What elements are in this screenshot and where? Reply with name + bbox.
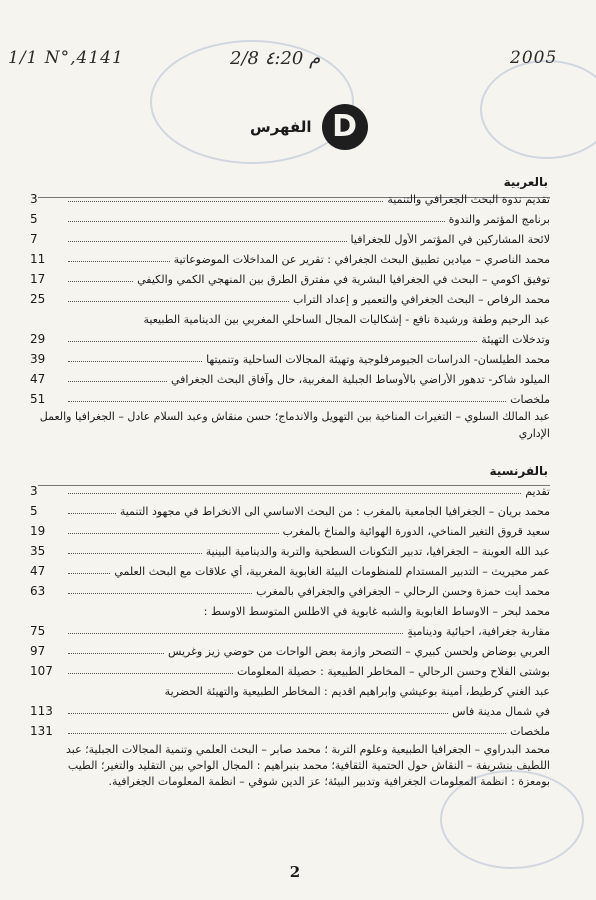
toc-entry-title: الميلود شاكر- تدهور الأراضي بالأوساط الجبلية المغربية، حال وآفاق البحث الجغرافي (170, 373, 550, 386)
toc-page-number: 113 (30, 704, 53, 718)
toc-entry (30, 246, 550, 266)
toc-page-number: 51 (30, 392, 46, 406)
toc-entry (30, 186, 550, 206)
leader-dots (68, 340, 477, 342)
leader-dots (68, 492, 521, 494)
leader-dots (68, 220, 445, 222)
toc-entry-title: تقديم ندوة البحث الجغرافي والتنمية (387, 193, 550, 206)
toc-page-number: 47 (30, 372, 46, 386)
toc-entry-title: ملخصات (510, 393, 550, 406)
toc-entry-continuation (30, 618, 550, 638)
toc-entry (30, 346, 550, 366)
toc-entry (30, 558, 550, 578)
handwritten-date: 2/8 ٤:20 م (230, 48, 321, 69)
leader-dots (68, 200, 383, 202)
toc-page-number: 17 (30, 272, 46, 286)
toc-entry (30, 718, 550, 738)
toc-page-number: 7 (30, 232, 38, 246)
toc-entry (30, 306, 550, 326)
toc-entry (30, 226, 550, 246)
toc-entry-title: وتدخلات التهيئة (481, 333, 550, 346)
leader-dots (68, 532, 279, 534)
toc-page-number: 3 (30, 484, 38, 498)
toc-entry-title: ملخصات (510, 725, 550, 738)
toc-entry-title: محمد الرفاص – البحث الجغرافي والتعمير و إعداد التراب (293, 293, 550, 306)
page-number: 2 (289, 863, 301, 881)
toc-entry-title: محمد الناصري – ميادين تطبيق البحث الجغرافي : تقرير عن المداخلات الموضوعاتية (173, 253, 550, 266)
leader-dots (68, 380, 167, 382)
section-heading-french: بالفرنسية (489, 464, 548, 478)
toc-page-number: 19 (30, 524, 46, 538)
toc-arabic (30, 186, 550, 446)
leader-dots (68, 360, 202, 362)
toc-french (30, 478, 550, 738)
toc-entry (30, 286, 550, 306)
section-heading-arabic: بالعربية (503, 175, 548, 189)
leader-dots (68, 240, 347, 242)
toc-entry (30, 498, 550, 518)
toc-entry-title: عبد الله العوينة – الجغرافيا، تدبير التكونات السطحية والتربة والدينامية البينية (205, 545, 550, 558)
handwritten-year: 2005 (510, 48, 558, 68)
toc-page-number: 11 (30, 252, 46, 266)
leader-dots (68, 260, 170, 262)
toc-entry (30, 578, 550, 598)
toc-entry-title: لائحة المشاركين في المؤتمر الأول للجغرافيا (350, 233, 550, 246)
toc-page-number: 5 (30, 212, 38, 226)
toc-entry (30, 658, 550, 678)
toc-entry (30, 366, 550, 386)
toc-entry-continuation (30, 326, 550, 346)
leader-dots (68, 400, 506, 402)
leader-dots (68, 712, 448, 714)
toc-page-number: 97 (30, 644, 46, 658)
toc-entry (30, 478, 550, 498)
toc-page-number: 25 (30, 292, 46, 306)
toc-entry (30, 598, 550, 618)
toc-entry (30, 638, 550, 658)
toc-page-number: 3 (30, 192, 38, 206)
leader-dots (68, 652, 164, 654)
toc-entry-title: محمد أيت حمزة وحسن الرحالي – الجغرافي والجغرافي بالمغرب (256, 585, 550, 598)
toc-page-number: 63 (30, 584, 46, 598)
leader-dots (68, 300, 289, 302)
toc-entry-title: برنامج المؤتمر والندوة (448, 213, 550, 226)
toc-entry-title: توفيق اكومي – البحث في الجغرافيا البشرية في مفترق الطرق بين المنهجي الكمي والكيفي (137, 273, 550, 286)
toc-entry-title: محمد الطيلسان- الدراسات الجيومرفلوجية وتهيئة المجالات الساحلية وتنميتها (206, 353, 550, 366)
toc-entry-title: محمد بريان – الجغرافيا الجامعية بالمغرب : من البحث الاساسي الى الانخراط في مجهود التنمية (119, 505, 550, 518)
toc-page-number: 39 (30, 352, 46, 366)
toc-entry-title: عبد الغني كرطيط، أمينة بوعيشي وابراهيم اقديم : المخاطر الطبيعية والتهيئة الحضرية (164, 685, 550, 698)
toc-entry (30, 266, 550, 286)
toc-entry-title: تقديم (525, 485, 550, 498)
toc-page-number: 47 (30, 564, 46, 578)
toc-entry-title: عبد الرحيم وطفة ورشيدة نافع - إشكاليات المجال الساحلي المغربي بين الدينامية الطبيعية (143, 313, 550, 326)
toc-entry-title: بوشتى الفلاح وحسن الرحالي – المخاطر الطبيعية : حصيلة المعلومات (236, 665, 550, 678)
leader-dots (68, 632, 403, 634)
leader-dots (68, 592, 252, 594)
toc-entry (30, 206, 550, 226)
toc-page-number: 35 (30, 544, 46, 558)
toc-page-number: 75 (30, 624, 46, 638)
toc-entry (30, 518, 550, 538)
toc-entry (30, 386, 550, 406)
logo-icon (322, 104, 368, 150)
toc-entry-title: سعيد قروق التغير المناخي، الدورة الهوائية والمناخ بالمغرب (282, 525, 550, 538)
handwritten-reference: 1/1 N°,4141 (8, 48, 124, 68)
toc-page-number: 107 (30, 664, 53, 678)
leader-dots (68, 512, 116, 514)
toc-entry-continuation (30, 698, 550, 718)
leader-dots (68, 552, 202, 554)
toc-entry-title: مقاربة جغرافية، احيائية وديناميةٍ (407, 625, 550, 638)
toc-entry-title: في شمال مدينة فاس (452, 705, 550, 718)
leader-dots (68, 280, 133, 282)
toc-entry (30, 678, 550, 698)
leader-dots (68, 672, 233, 674)
summaries-note: محمد البدراوي – الجغرافيا الطبيعية وعلوم التربة ؛ محمد صابر – البحث العلمي وتنمية المجالات الجبلية؛ عبد اللطيف بنشريفة – النقاش حول الحتمية الثقافية؛ محمد بنبراهيم : المجال الواحي بين التقليد والتغير؛ الطيب بومعزة : انظمة المعلومات الجغرافية وتدبير البيئة؛ عز الدين شوقي – انظمة المعلومات الجغرافية. (65, 743, 550, 788)
toc-header (250, 102, 450, 152)
leader-dots (68, 572, 110, 574)
leader-dots (68, 732, 506, 734)
toc-page-number: 29 (30, 332, 46, 346)
toc-entry-title: عمر محيريث – التدبير المستدام للمنظومات البيئة الغابوية المغربية، أي علاقات مع البحث العلمي (114, 565, 550, 578)
ink-stamp (480, 60, 596, 159)
toc-page-number: 5 (30, 504, 38, 518)
abstracts-note: عبد المالك السلوي – التغيرات المناخية بين التهويل والاندماج؛ حسن منقاش وعبد السلام عادل – الجغرافيا والعمل الإداري (39, 410, 550, 440)
toc-entry-title: العربي بوضاض ولحسن كبيري – التصحر وازمة بعض الواحات من حوضي زيز وغريس (167, 645, 550, 658)
toc-page-number: 131 (30, 724, 53, 738)
toc-entry (30, 538, 550, 558)
logo-letter: D (332, 109, 357, 144)
toc-entry-title: محمد لبحر – الاوساط الغابوية والشبه غابوية في الاطلس المتوسط الاوسط : (203, 605, 550, 618)
page-title: الفهرس (250, 118, 312, 136)
